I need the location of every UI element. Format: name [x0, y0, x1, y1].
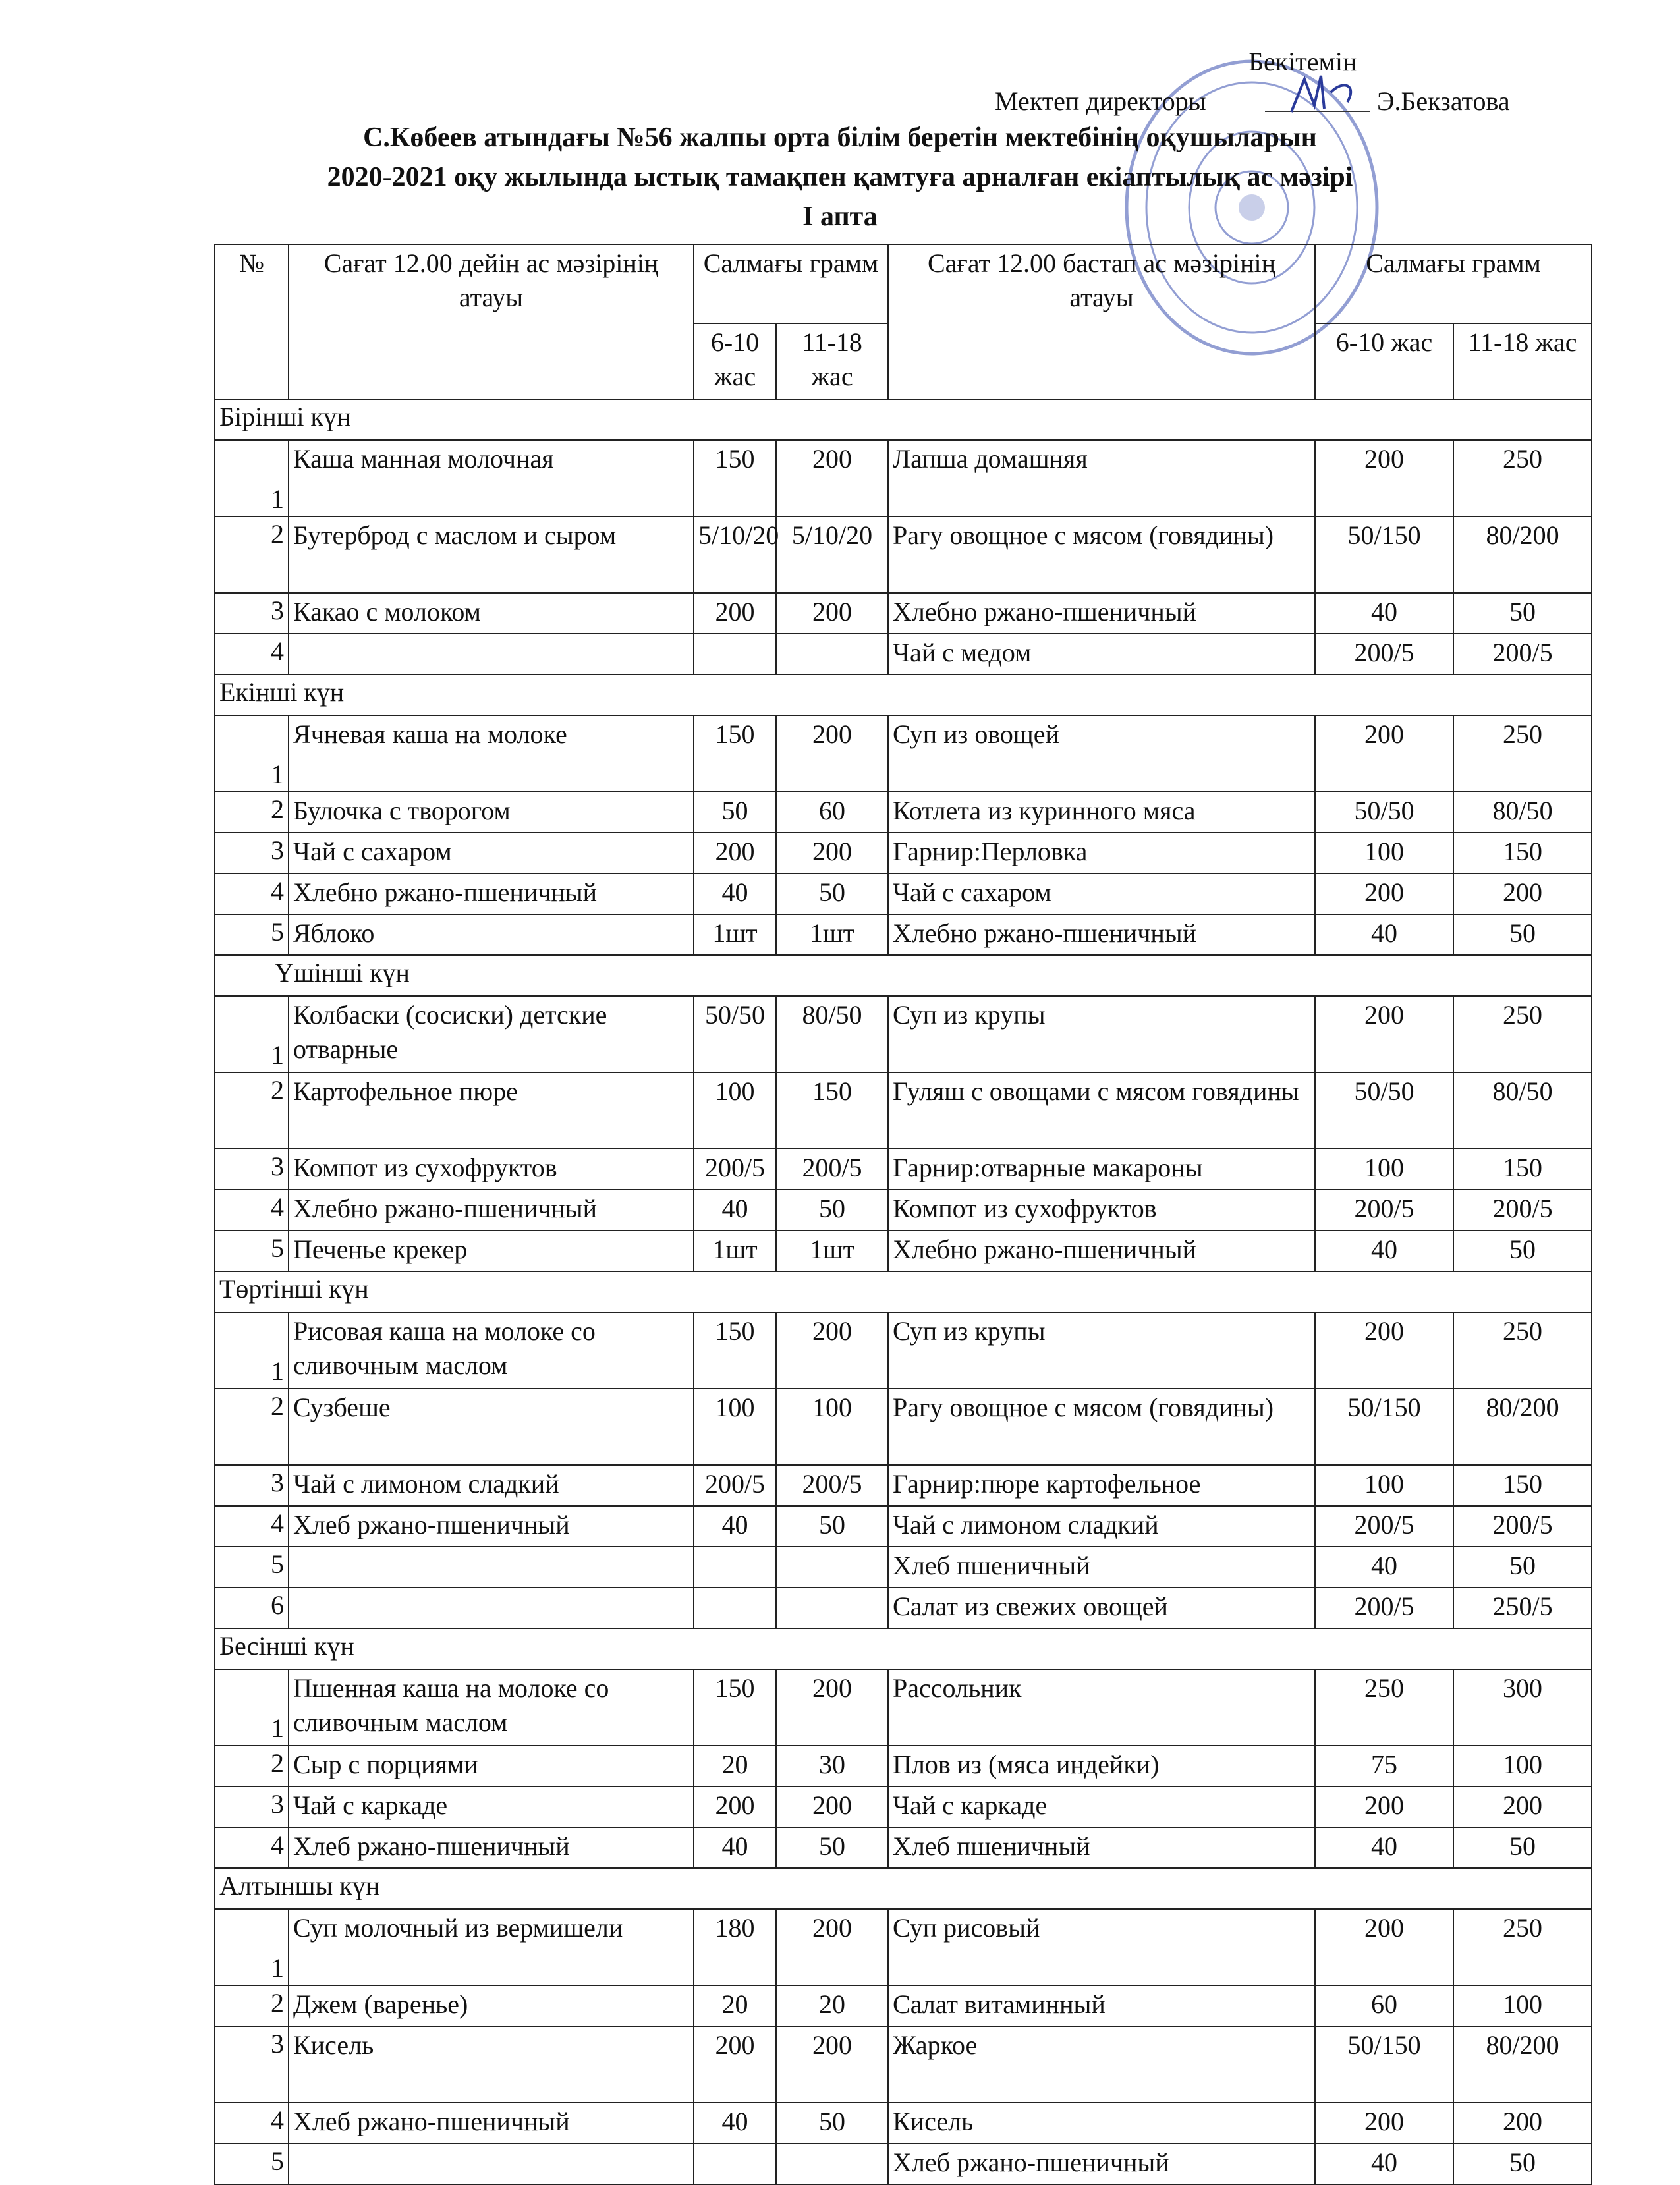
breakfast-item: Каша манная молочная: [289, 440, 694, 516]
menu-row: [215, 593, 1592, 634]
menu-row: [215, 634, 1592, 675]
breakfast-weight-6-10: 40: [694, 2103, 776, 2144]
lunch-item: Суп из крупы: [888, 1312, 1315, 1389]
breakfast-weight-6-10: [694, 2144, 776, 2184]
breakfast-item: Рисовая каша на молоке со сливочным маслом: [289, 1312, 694, 1389]
breakfast-weight-11-18: 50: [776, 2103, 888, 2144]
day-heading: Алтыншы күн: [215, 1868, 1592, 1909]
breakfast-item: Чай с сахаром: [289, 833, 694, 873]
header-age-11-18-before: 11-18 жас: [776, 323, 888, 399]
lunch-item: Жаркое: [888, 2026, 1315, 2103]
breakfast-item: Пшенная каша на молоке со сливочным маслом: [289, 1669, 694, 1746]
lunch-item: Чай с медом: [888, 634, 1315, 675]
lunch-weight-6-10: 50/50: [1315, 792, 1453, 833]
row-number: 3: [215, 833, 289, 873]
row-number: 1: [215, 440, 289, 516]
doc-title-line-1: С.Көбеев атындағы №56 жалпы орта білім беретін мектебінің оқушыларын: [363, 123, 1317, 153]
lunch-weight-6-10: 60: [1315, 1985, 1453, 2026]
lunch-weight-11-18: 50: [1453, 1547, 1592, 1588]
menu-row: [215, 2144, 1592, 2184]
breakfast-weight-11-18: 20: [776, 1985, 888, 2026]
breakfast-weight-11-18: 150: [776, 1072, 888, 1149]
lunch-weight-6-10: 200/5: [1315, 1506, 1453, 1547]
lunch-weight-11-18: 80/200: [1453, 2026, 1592, 2103]
row-number: 3: [215, 2026, 289, 2103]
breakfast-weight-11-18: 1шт: [776, 1231, 888, 1271]
lunch-item: Салат из свежих овощей: [888, 1588, 1315, 1628]
breakfast-weight-6-10: 50/50: [694, 996, 776, 1072]
breakfast-weight-6-10: 150: [694, 440, 776, 516]
day-heading: Бесінші күн: [215, 1628, 1592, 1669]
lunch-weight-11-18: 250/5: [1453, 1588, 1592, 1628]
breakfast-weight-6-10: 1шт: [694, 914, 776, 955]
lunch-weight-11-18: 50: [1453, 2144, 1592, 2184]
row-number: 4: [215, 1190, 289, 1231]
breakfast-weight-6-10: 200: [694, 1786, 776, 1827]
breakfast-weight-6-10: 5/10/20: [694, 516, 776, 593]
breakfast-weight-11-18: 200/5: [776, 1149, 888, 1190]
header-age-6-10-before: 6-10 жас: [694, 323, 776, 399]
breakfast-item: Булочка с творогом: [289, 792, 694, 833]
day-heading: Үшінші күн: [215, 955, 1592, 996]
lunch-weight-11-18: 250: [1453, 715, 1592, 792]
lunch-item: Рассольник: [888, 1669, 1315, 1746]
menu-row: [215, 996, 1592, 1072]
row-number: 3: [215, 1149, 289, 1190]
breakfast-weight-6-10: 1шт: [694, 1231, 776, 1271]
doc-title-week: І апта: [802, 202, 878, 232]
breakfast-weight-6-10: [694, 1588, 776, 1628]
breakfast-weight-11-18: 200: [776, 715, 888, 792]
breakfast-item: [289, 634, 694, 675]
row-number: 2: [215, 1985, 289, 2026]
breakfast-item: Компот из сухофруктов: [289, 1149, 694, 1190]
lunch-item: Хлеб пшеничный: [888, 1827, 1315, 1868]
breakfast-item: Сыр с порциями: [289, 1746, 694, 1786]
lunch-weight-6-10: 50/50: [1315, 1072, 1453, 1149]
approval-title: Бекітемін: [1248, 47, 1357, 76]
lunch-weight-11-18: 50: [1453, 1827, 1592, 1868]
breakfast-item: Ячневая каша на молоке: [289, 715, 694, 792]
lunch-weight-6-10: 100: [1315, 833, 1453, 873]
breakfast-weight-11-18: 200: [776, 1786, 888, 1827]
menu-row: [215, 873, 1592, 914]
breakfast-weight-11-18: 200: [776, 1909, 888, 1985]
lunch-item: Чай с сахаром: [888, 873, 1315, 914]
breakfast-weight-11-18: 1шт: [776, 914, 888, 955]
lunch-weight-6-10: 40: [1315, 1231, 1453, 1271]
lunch-weight-11-18: 250: [1453, 440, 1592, 516]
lunch-weight-11-18: 300: [1453, 1669, 1592, 1746]
breakfast-item: Хлеб ржано-пшеничный: [289, 1827, 694, 1868]
menu-row: [215, 2026, 1592, 2103]
lunch-item: Кисель: [888, 2103, 1315, 2144]
breakfast-weight-6-10: 50: [694, 792, 776, 833]
lunch-weight-11-18: 200: [1453, 873, 1592, 914]
lunch-weight-11-18: 150: [1453, 1149, 1592, 1190]
row-number: 1: [215, 1909, 289, 1985]
lunch-weight-6-10: 200: [1315, 2103, 1453, 2144]
breakfast-weight-6-10: 100: [694, 1072, 776, 1149]
lunch-weight-6-10: 50/150: [1315, 2026, 1453, 2103]
lunch-item: Гарнир:пюре картофельное: [888, 1465, 1315, 1506]
breakfast-weight-11-18: 200: [776, 440, 888, 516]
lunch-weight-11-18: 200/5: [1453, 1506, 1592, 1547]
breakfast-weight-11-18: [776, 634, 888, 675]
breakfast-weight-11-18: 50: [776, 1506, 888, 1547]
lunch-weight-11-18: 250: [1453, 996, 1592, 1072]
breakfast-item: Сузбеше: [289, 1389, 694, 1465]
lunch-weight-6-10: 200/5: [1315, 1588, 1453, 1628]
menu-row: [215, 440, 1592, 516]
lunch-weight-6-10: 40: [1315, 1547, 1453, 1588]
menu-row: [215, 833, 1592, 873]
menu-row: [215, 2103, 1592, 2144]
breakfast-item: Яблоко: [289, 914, 694, 955]
row-number: 4: [215, 1827, 289, 1868]
breakfast-weight-6-10: 150: [694, 715, 776, 792]
breakfast-item: Хлебно ржано-пшеничный: [289, 873, 694, 914]
menu-row: [215, 1985, 1592, 2026]
row-number: 3: [215, 1786, 289, 1827]
breakfast-weight-6-10: 200: [694, 593, 776, 634]
lunch-item: Суп из овощей: [888, 715, 1315, 792]
row-number: 3: [215, 1465, 289, 1506]
breakfast-weight-11-18: [776, 1588, 888, 1628]
breakfast-weight-6-10: 200: [694, 2026, 776, 2103]
lunch-item: Суп из крупы: [888, 996, 1315, 1072]
breakfast-weight-11-18: 80/50: [776, 996, 888, 1072]
menu-row: [215, 1465, 1592, 1506]
lunch-weight-6-10: 40: [1315, 1827, 1453, 1868]
breakfast-weight-6-10: 200/5: [694, 1149, 776, 1190]
lunch-item: Чай с каркаде: [888, 1786, 1315, 1827]
row-number: 1: [215, 1312, 289, 1389]
breakfast-item: [289, 2144, 694, 2184]
lunch-weight-6-10: 75: [1315, 1746, 1453, 1786]
breakfast-item: [289, 1547, 694, 1588]
breakfast-weight-11-18: 200: [776, 1669, 888, 1746]
lunch-item: Плов из (мяса индейки): [888, 1746, 1315, 1786]
lunch-weight-6-10: 200: [1315, 1909, 1453, 1985]
lunch-weight-6-10: 50/150: [1315, 516, 1453, 593]
row-number: 2: [215, 792, 289, 833]
breakfast-weight-6-10: 180: [694, 1909, 776, 1985]
lunch-weight-6-10: 50/150: [1315, 1389, 1453, 1465]
breakfast-weight-11-18: 50: [776, 873, 888, 914]
row-number: 6: [215, 1588, 289, 1628]
lunch-weight-11-18: 100: [1453, 1985, 1592, 2026]
lunch-weight-6-10: 200: [1315, 1312, 1453, 1389]
lunch-weight-6-10: 200: [1315, 996, 1453, 1072]
breakfast-item: [289, 1588, 694, 1628]
lunch-weight-6-10: 200: [1315, 440, 1453, 516]
lunch-item: Гарнир:отварные макароны: [888, 1149, 1315, 1190]
breakfast-weight-11-18: 200: [776, 2026, 888, 2103]
lunch-weight-11-18: 80/50: [1453, 1072, 1592, 1149]
row-number: 1: [215, 1669, 289, 1746]
row-number: 5: [215, 2144, 289, 2184]
breakfast-item: Суп молочный из вермишели: [289, 1909, 694, 1985]
lunch-item: Гарнир:Перловка: [888, 833, 1315, 873]
doc-title-line-2: 2020-2021 оқу жылында ыстық тамақпен қамтуға арналған екіаптылық ас мәзірі: [327, 162, 1353, 192]
lunch-item: Суп рисовый: [888, 1909, 1315, 1985]
breakfast-weight-6-10: 40: [694, 1506, 776, 1547]
menu-body: [215, 399, 1592, 2184]
lunch-weight-11-18: 80/50: [1453, 792, 1592, 833]
header-weight-after: Салмағы грамм: [1315, 244, 1592, 323]
menu-row: [215, 914, 1592, 955]
row-number: 2: [215, 1389, 289, 1465]
breakfast-weight-11-18: 50: [776, 1827, 888, 1868]
menu-row: [215, 1827, 1592, 1868]
director-name: Э.Бекзатова: [1377, 86, 1510, 116]
breakfast-weight-6-10: 20: [694, 1746, 776, 1786]
lunch-item: Гуляш с овощами с мясом говядины: [888, 1072, 1315, 1149]
lunch-weight-6-10: 200/5: [1315, 1190, 1453, 1231]
lunch-weight-6-10: 200/5: [1315, 634, 1453, 675]
menu-row: [215, 516, 1592, 593]
row-number: 2: [215, 1746, 289, 1786]
lunch-item: Хлебно ржано-пшеничный: [888, 1231, 1315, 1271]
lunch-item: Хлебно ржано-пшеничный: [888, 593, 1315, 634]
lunch-weight-11-18: 80/200: [1453, 516, 1592, 593]
menu-row: [215, 1072, 1592, 1149]
breakfast-weight-6-10: 40: [694, 1827, 776, 1868]
breakfast-weight-6-10: 150: [694, 1669, 776, 1746]
lunch-item: Салат витаминный: [888, 1985, 1315, 2026]
lunch-weight-11-18: 250: [1453, 1909, 1592, 1985]
breakfast-item: Кисель: [289, 2026, 694, 2103]
row-number: 1: [215, 715, 289, 792]
director-signature: [1285, 66, 1364, 119]
menu-row: [215, 1149, 1592, 1190]
breakfast-item: Чай с каркаде: [289, 1786, 694, 1827]
lunch-item: Хлеб ржано-пшеничный: [888, 2144, 1315, 2184]
lunch-weight-11-18: 200: [1453, 2103, 1592, 2144]
lunch-weight-11-18: 80/200: [1453, 1389, 1592, 1465]
lunch-weight-6-10: 250: [1315, 1669, 1453, 1746]
breakfast-weight-11-18: 200: [776, 593, 888, 634]
lunch-weight-11-18: 50: [1453, 1231, 1592, 1271]
lunch-weight-11-18: 150: [1453, 1465, 1592, 1506]
menu-row: [215, 1506, 1592, 1547]
lunch-item: Хлебно ржано-пшеничный: [888, 914, 1315, 955]
row-number: 5: [215, 914, 289, 955]
row-number: 3: [215, 593, 289, 634]
menu-row: [215, 1746, 1592, 1786]
menu-row: [215, 1389, 1592, 1465]
row-number: 4: [215, 1506, 289, 1547]
breakfast-weight-6-10: 100: [694, 1389, 776, 1465]
breakfast-weight-11-18: 200: [776, 833, 888, 873]
lunch-weight-11-18: 50: [1453, 914, 1592, 955]
lunch-weight-6-10: 100: [1315, 1465, 1453, 1506]
row-number: 4: [215, 634, 289, 675]
breakfast-weight-6-10: 200: [694, 833, 776, 873]
lunch-weight-6-10: 40: [1315, 593, 1453, 634]
menu-row: [215, 1588, 1592, 1628]
day-heading: Бірінші күн: [215, 399, 1592, 440]
row-number: 5: [215, 1231, 289, 1271]
breakfast-weight-11-18: 5/10/20: [776, 516, 888, 593]
menu-row: [215, 1547, 1592, 1588]
row-number: 4: [215, 2103, 289, 2144]
header-age-6-10-after: 6-10 жас: [1315, 323, 1453, 399]
menu-row: [215, 1231, 1592, 1271]
lunch-weight-6-10: 40: [1315, 914, 1453, 955]
breakfast-weight-11-18: 100: [776, 1389, 888, 1465]
breakfast-weight-6-10: 40: [694, 1190, 776, 1231]
breakfast-item: Картофельное пюре: [289, 1072, 694, 1149]
breakfast-weight-11-18: [776, 1547, 888, 1588]
menu-row: [215, 1669, 1592, 1746]
menu-row: [215, 1909, 1592, 1985]
breakfast-weight-6-10: 200/5: [694, 1465, 776, 1506]
lunch-item: Рагу овощное с мясом (говядины): [888, 1389, 1315, 1465]
breakfast-weight-11-18: 200/5: [776, 1465, 888, 1506]
breakfast-item: Чай с лимоном сладкий: [289, 1465, 694, 1506]
breakfast-item: Джем (варенье): [289, 1985, 694, 2026]
menu-row: [215, 715, 1592, 792]
day-heading: Төртінші күн: [215, 1271, 1592, 1312]
lunch-item: Компот из сухофруктов: [888, 1190, 1315, 1231]
breakfast-weight-6-10: 40: [694, 873, 776, 914]
header-before-noon: Сағат 12.00 дейін ас мәзірінің атауы: [289, 244, 694, 399]
breakfast-weight-6-10: [694, 634, 776, 675]
lunch-weight-11-18: 200/5: [1453, 634, 1592, 675]
menu-row: [215, 1190, 1592, 1231]
breakfast-item: Печенье крекер: [289, 1231, 694, 1271]
lunch-item: Хлеб пшеничный: [888, 1547, 1315, 1588]
lunch-weight-6-10: 200: [1315, 715, 1453, 792]
breakfast-item: Хлеб ржано-пшеничный: [289, 2103, 694, 2144]
menu-row: [215, 1786, 1592, 1827]
lunch-weight-6-10: 100: [1315, 1149, 1453, 1190]
menu-table: [214, 244, 1592, 2185]
lunch-weight-11-18: 200/5: [1453, 1190, 1592, 1231]
menu-row: [215, 1312, 1592, 1389]
breakfast-item: Колбаски (сосиски) детские отварные: [289, 996, 694, 1072]
lunch-weight-6-10: 200: [1315, 1786, 1453, 1827]
lunch-item: Лапша домашняя: [888, 440, 1315, 516]
header-age-11-18-after: 11-18 жас: [1453, 323, 1592, 399]
row-number: 2: [215, 1072, 289, 1149]
breakfast-weight-11-18: 60: [776, 792, 888, 833]
breakfast-item: Какао с молоком: [289, 593, 694, 634]
header-after-noon: Сағат 12.00 бастап ас мәзірінің атауы: [888, 244, 1315, 399]
header-num: №: [215, 244, 289, 399]
menu-row: [215, 792, 1592, 833]
breakfast-weight-11-18: 200: [776, 1312, 888, 1389]
row-number: 2: [215, 516, 289, 593]
lunch-weight-11-18: 250: [1453, 1312, 1592, 1389]
breakfast-weight-6-10: 150: [694, 1312, 776, 1389]
lunch-item: Чай с лимоном сладкий: [888, 1506, 1315, 1547]
lunch-item: Рагу овощное с мясом (говядины): [888, 516, 1315, 593]
breakfast-weight-11-18: 50: [776, 1190, 888, 1231]
row-number: 5: [215, 1547, 289, 1588]
breakfast-weight-6-10: [694, 1547, 776, 1588]
lunch-weight-11-18: 200: [1453, 1786, 1592, 1827]
lunch-weight-11-18: 150: [1453, 833, 1592, 873]
lunch-weight-11-18: 50: [1453, 593, 1592, 634]
breakfast-item: Хлебно ржано-пшеничный: [289, 1190, 694, 1231]
approval-role: Мектеп директоры: [995, 86, 1206, 116]
breakfast-item: Хлеб ржано-пшеничный: [289, 1506, 694, 1547]
lunch-weight-11-18: 100: [1453, 1746, 1592, 1786]
breakfast-item: Бутерброд с маслом и сыром: [289, 516, 694, 593]
breakfast-weight-11-18: 30: [776, 1746, 888, 1786]
lunch-weight-6-10: 200: [1315, 873, 1453, 914]
lunch-item: Котлета из куринного мяса: [888, 792, 1315, 833]
day-heading: Екінші күн: [215, 675, 1592, 715]
row-number: 4: [215, 873, 289, 914]
header-weight-before: Салмағы грамм: [694, 244, 888, 323]
row-number: 1: [215, 996, 289, 1072]
lunch-weight-6-10: 40: [1315, 2144, 1453, 2184]
breakfast-weight-6-10: 20: [694, 1985, 776, 2026]
breakfast-weight-11-18: [776, 2144, 888, 2184]
